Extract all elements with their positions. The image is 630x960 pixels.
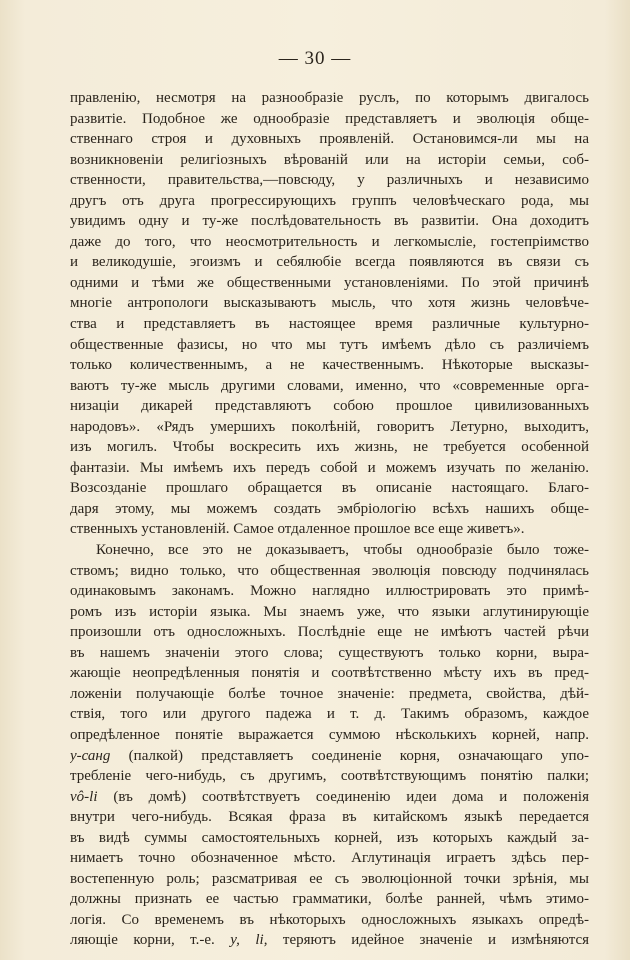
text-line-with-example: vô-li (въ домѣ) соотвѣтствуетъ соединенію идеи дома и положенія <box>70 788 589 805</box>
text-line: ствомъ; видно только, что общественная эволюція повсюду подчинялась <box>70 562 589 579</box>
text-line: должны признать ее частью грамматики, болѣе ранней, чѣмъ этимо- <box>70 891 589 908</box>
text-line: только количественнымъ, а не качественнымъ. Нѣкоторые высказы- <box>70 357 589 374</box>
text-line: ложеніи получающіе болѣе точное значеніе: предмета, свойства, дѣй- <box>70 685 589 702</box>
paragraph-end-line: ственныхъ установленій. Самое отдаленное прошлое все еще живетъ». <box>70 521 525 538</box>
text-line: въ нашемъ значеніи этого слова; существуютъ только корни, выра- <box>70 644 589 661</box>
body-text <box>70 88 589 951</box>
example-word-vo-li: vô-li <box>70 788 98 805</box>
text-line: народовъ». «Рядъ умершихъ поколѣній, говоритъ Летурно, выходитъ, <box>70 418 589 435</box>
text-line: въ видѣ суммы самостоятельныхъ корней, изъ которыхъ каждый за- <box>70 829 589 846</box>
text-line: одинаковымъ законамъ. Можно наглядно иллюстрировать это примѣ- <box>70 583 589 600</box>
text-line: общественные фазисы, но что мы тутъ имѣемъ дѣло съ различіемъ <box>70 336 589 353</box>
text-line: даже до того, что неосмотрительность и легкомысліе, гостепріимство <box>70 233 589 250</box>
text-line-with-example: у-санg (палкой) представляетъ соединеніе корня, означающаго упо- <box>70 747 589 764</box>
text-line: произошли отъ односложныхъ. Послѣдніе еще не имѣютъ частей рѣчи <box>70 624 589 641</box>
text-line: увидимъ одну и ту-же послѣдовательность въ развитіи. Она доходитъ <box>70 213 589 230</box>
text-line: низаціи дикарей представляютъ собою прошлое цивилизованныхъ <box>70 398 589 415</box>
text-line: нимаетъ точно обозначенное мѣсто. Аглутинація играетъ здѣсь пер- <box>70 850 589 867</box>
paragraph-start-line: Конечно, все это не доказываетъ, чтобы однообразіе было тоже- <box>96 542 589 559</box>
text-line: ственнаго строя и духовныхъ проявленій. Остановимся-ли мы на <box>70 131 589 148</box>
text-line: ственности, правительства,—повсюду, у различныхъ и независимо <box>70 172 589 189</box>
example-root-y: у, <box>230 932 240 949</box>
example-word-y-sang: у-санg <box>70 747 111 764</box>
text-line: Возсозданіе прошлаго обращается въ описаніе настоящаго. Благо- <box>70 480 589 497</box>
text-line: ромъ изъ исторіи языка. Мы знаемъ уже, что языки аглутинирующіе <box>70 603 589 620</box>
text-line: правленію, несмотря на разнообразіе руслъ, по которымъ двигалось <box>70 90 589 106</box>
text-line: изъ могилъ. Чтобы воскресить ихъ жизнь, не требуется особенной <box>70 439 589 456</box>
text-line: и великодушіе, эгоизмъ и себялюбіе всегда появляются въ связи съ <box>70 254 589 271</box>
text-line: логія. Со временемъ въ нѣкоторыхъ односложныхъ языкахъ опредѣ- <box>70 911 589 928</box>
example-root-li: li, <box>255 932 268 949</box>
text-line: даря этому, мы можемъ создать эмбріологію всѣхъ нашихъ обще- <box>70 500 589 517</box>
page-number: — 30 — <box>278 48 352 69</box>
text-line: развитіе. Подобное же однообразіе представляетъ и эволюція обще- <box>70 110 589 127</box>
text-line: ствія, того или другого падежа и т. д. Такимъ образомъ, каждое <box>70 706 589 723</box>
text-line: ства и представляетъ въ настоящее время различные культурно- <box>70 316 589 333</box>
text-line: жающіе неопредѣленныя понятія и соотвѣтственно мѣсту ихъ въ пред- <box>70 665 589 682</box>
text-line: востепенную роль; разсматривая ее съ эволюціонной точки зрѣнія, мы <box>70 870 589 887</box>
text-line: многіе антропологи высказываютъ мысль, что хотя жизнь человѣче- <box>70 295 589 312</box>
text-line: одними и тѣми же общественными установленіями. По этой причинѣ <box>70 274 589 291</box>
text-line: требленіе чего-нибудь, съ другимъ, соотвѣтствующимъ понятію палки; <box>70 768 589 785</box>
text-line: ваютъ ту-же мысль другими словами, именно, что «современные орга- <box>70 377 589 394</box>
text-line: опредѣленное понятіе выражается суммою нѣсколькихъ корней, напр. <box>70 726 589 743</box>
text-line: фантазіи. Мы имѣемъ ихъ передъ собой и можемъ изучать по желанію. <box>70 459 589 476</box>
text-line: возникновеніи религіозныхъ вѣрованій или на исторіи семьи, соб- <box>70 151 589 168</box>
text-line: внутри чего-нибудь. Всякая фраза въ китайскомъ языкѣ передается <box>70 809 589 826</box>
text-line-with-example: ляющіе корни, т.-е. у, li, теряютъ идейное значеніе и измѣняются <box>70 932 589 949</box>
text-line: другъ отъ друга прогрессирующихъ группъ человѣческаго рода, мы <box>70 192 589 209</box>
